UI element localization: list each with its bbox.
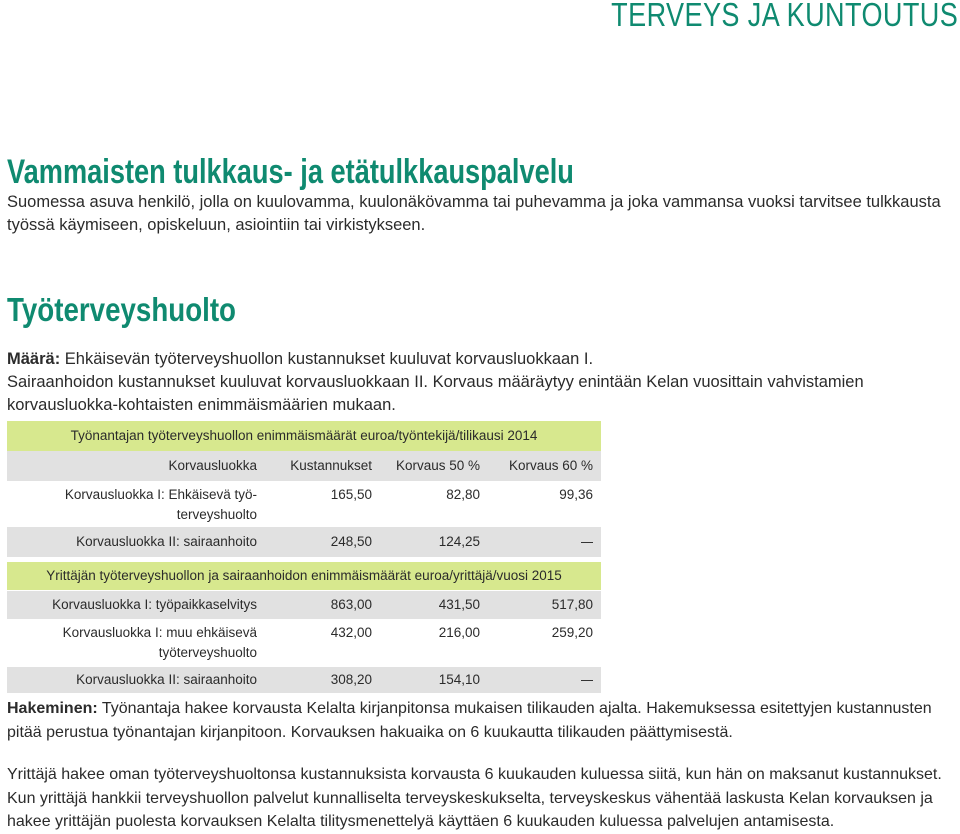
row-label: Korvausluokka I: muu ehkäisevä työterveyshuolto xyxy=(62,625,257,660)
row-50: 82,80 xyxy=(446,487,480,502)
application-text: Työnantaja hakee korvausta Kelalta kirjanpitonsa mukaisen tilikauden ajalta. Hakemuksessa esitettyjen kustannusten pitää perustua työnantajan kirjanpitoon. Korvauksen hakuaika on 6 kuukautta tilikauden päättymisestä. xyxy=(7,700,932,741)
section-title-occupational-health: Työterveyshuolto xyxy=(7,291,236,328)
row-label: Korvausluokka I: Ehkäisevä työ- terveyshuolto xyxy=(64,487,257,522)
row-60: 99,36 xyxy=(559,487,593,502)
row-label: Korvausluokka II: sairaanhoito xyxy=(76,672,257,687)
table-title: Yrittäjän työterveyshuollon ja sairaanhoidon enimmäismäärät euroa/yrittäjä/vuosi 2015 xyxy=(46,568,562,583)
amount-line1: Ehkäisevän työterveyshuollon kustannukset kuuluvat korvausluokkaan I. xyxy=(64,350,594,368)
section-title-interpretation: Vammaisten tulkkaus- ja etätulkkauspalvelu xyxy=(7,153,574,191)
row-60-dash xyxy=(485,527,593,557)
application-label: Hakeminen: xyxy=(7,700,98,717)
row-cost: 308,20 xyxy=(330,672,372,687)
table-row xyxy=(7,485,601,525)
amount-label: Määrä: xyxy=(7,350,61,368)
row-50: 216,00 xyxy=(438,625,480,640)
table-title-row xyxy=(7,421,601,451)
table-row xyxy=(7,591,601,619)
row-cost: 248,50 xyxy=(330,534,372,549)
row-cost: 432,00 xyxy=(330,625,372,640)
header-costs: Kustannukset xyxy=(290,458,372,473)
row-60-dash xyxy=(485,667,593,693)
table-header-row xyxy=(7,451,601,481)
employer-max-table xyxy=(7,421,601,557)
amount-line2: Sairaanhoidon kustannukset kuuluvat korvausluokkaan II. Korvaus määräytyy enintään Kelan vuosittain vahvistamien korvausluokka-kohtaisten enimmäismäärien mukaan. xyxy=(7,373,864,414)
table-row xyxy=(7,623,601,663)
row-cost: 165,50 xyxy=(330,487,372,502)
header-50: Korvaus 50 % xyxy=(395,458,480,473)
table-title-row xyxy=(7,562,601,590)
application-paragraph xyxy=(7,697,957,745)
table-row xyxy=(7,667,601,693)
row-50: 154,10 xyxy=(438,672,480,687)
amount-paragraph xyxy=(7,348,957,417)
table-row xyxy=(7,527,601,557)
row-label: Korvausluokka I: työpaikkaselvitys xyxy=(52,597,257,612)
row-50: 124,25 xyxy=(438,534,480,549)
row-60: 259,20 xyxy=(551,625,593,640)
page-header-title: TERVEYS JA KUNTOUTUS xyxy=(610,0,958,33)
row-cost: 863,00 xyxy=(330,597,372,612)
header-class: Korvausluokka xyxy=(168,458,257,473)
section-body-interpretation: Suomessa asuva henkilö, jolla on kuulovamma, kuulonäkövamma tai puhevamma ja joka vammansa vuoksi tarvitsee tulkkausta työssä käymiseen, opiskeluun, asiointiin tai virkistykseen. xyxy=(7,193,941,234)
row-60: 517,80 xyxy=(551,597,593,612)
entrepreneur-max-table xyxy=(7,562,601,693)
header-60: Korvaus 60 % xyxy=(508,458,593,473)
entrepreneur-paragraph: Yrittäjä hakee oman työterveyshuoltonsa kustannuksista korvausta 6 kuukauden kuluessa siitä, kun hän on maksanut kustannukset. Kun yrittäjä hankkii terveyshuollon palvelut kunnalliselta terveyskeskukselta, terveyskeskus vähentää laskusta Kelan korvauksen ja hakee yrittäjän puolesta korvauksen Kelalta tilitysmenettelyä käyttäen 6 kuukauden kuluessa palvelujen antamisesta. xyxy=(7,766,942,830)
row-label: Korvausluokka II: sairaanhoito xyxy=(76,534,257,549)
row-50: 431,50 xyxy=(438,597,480,612)
table-title: Työnantajan työterveyshuollon enimmäismäärät euroa/työntekijä/tilikausi 2014 xyxy=(70,428,538,443)
